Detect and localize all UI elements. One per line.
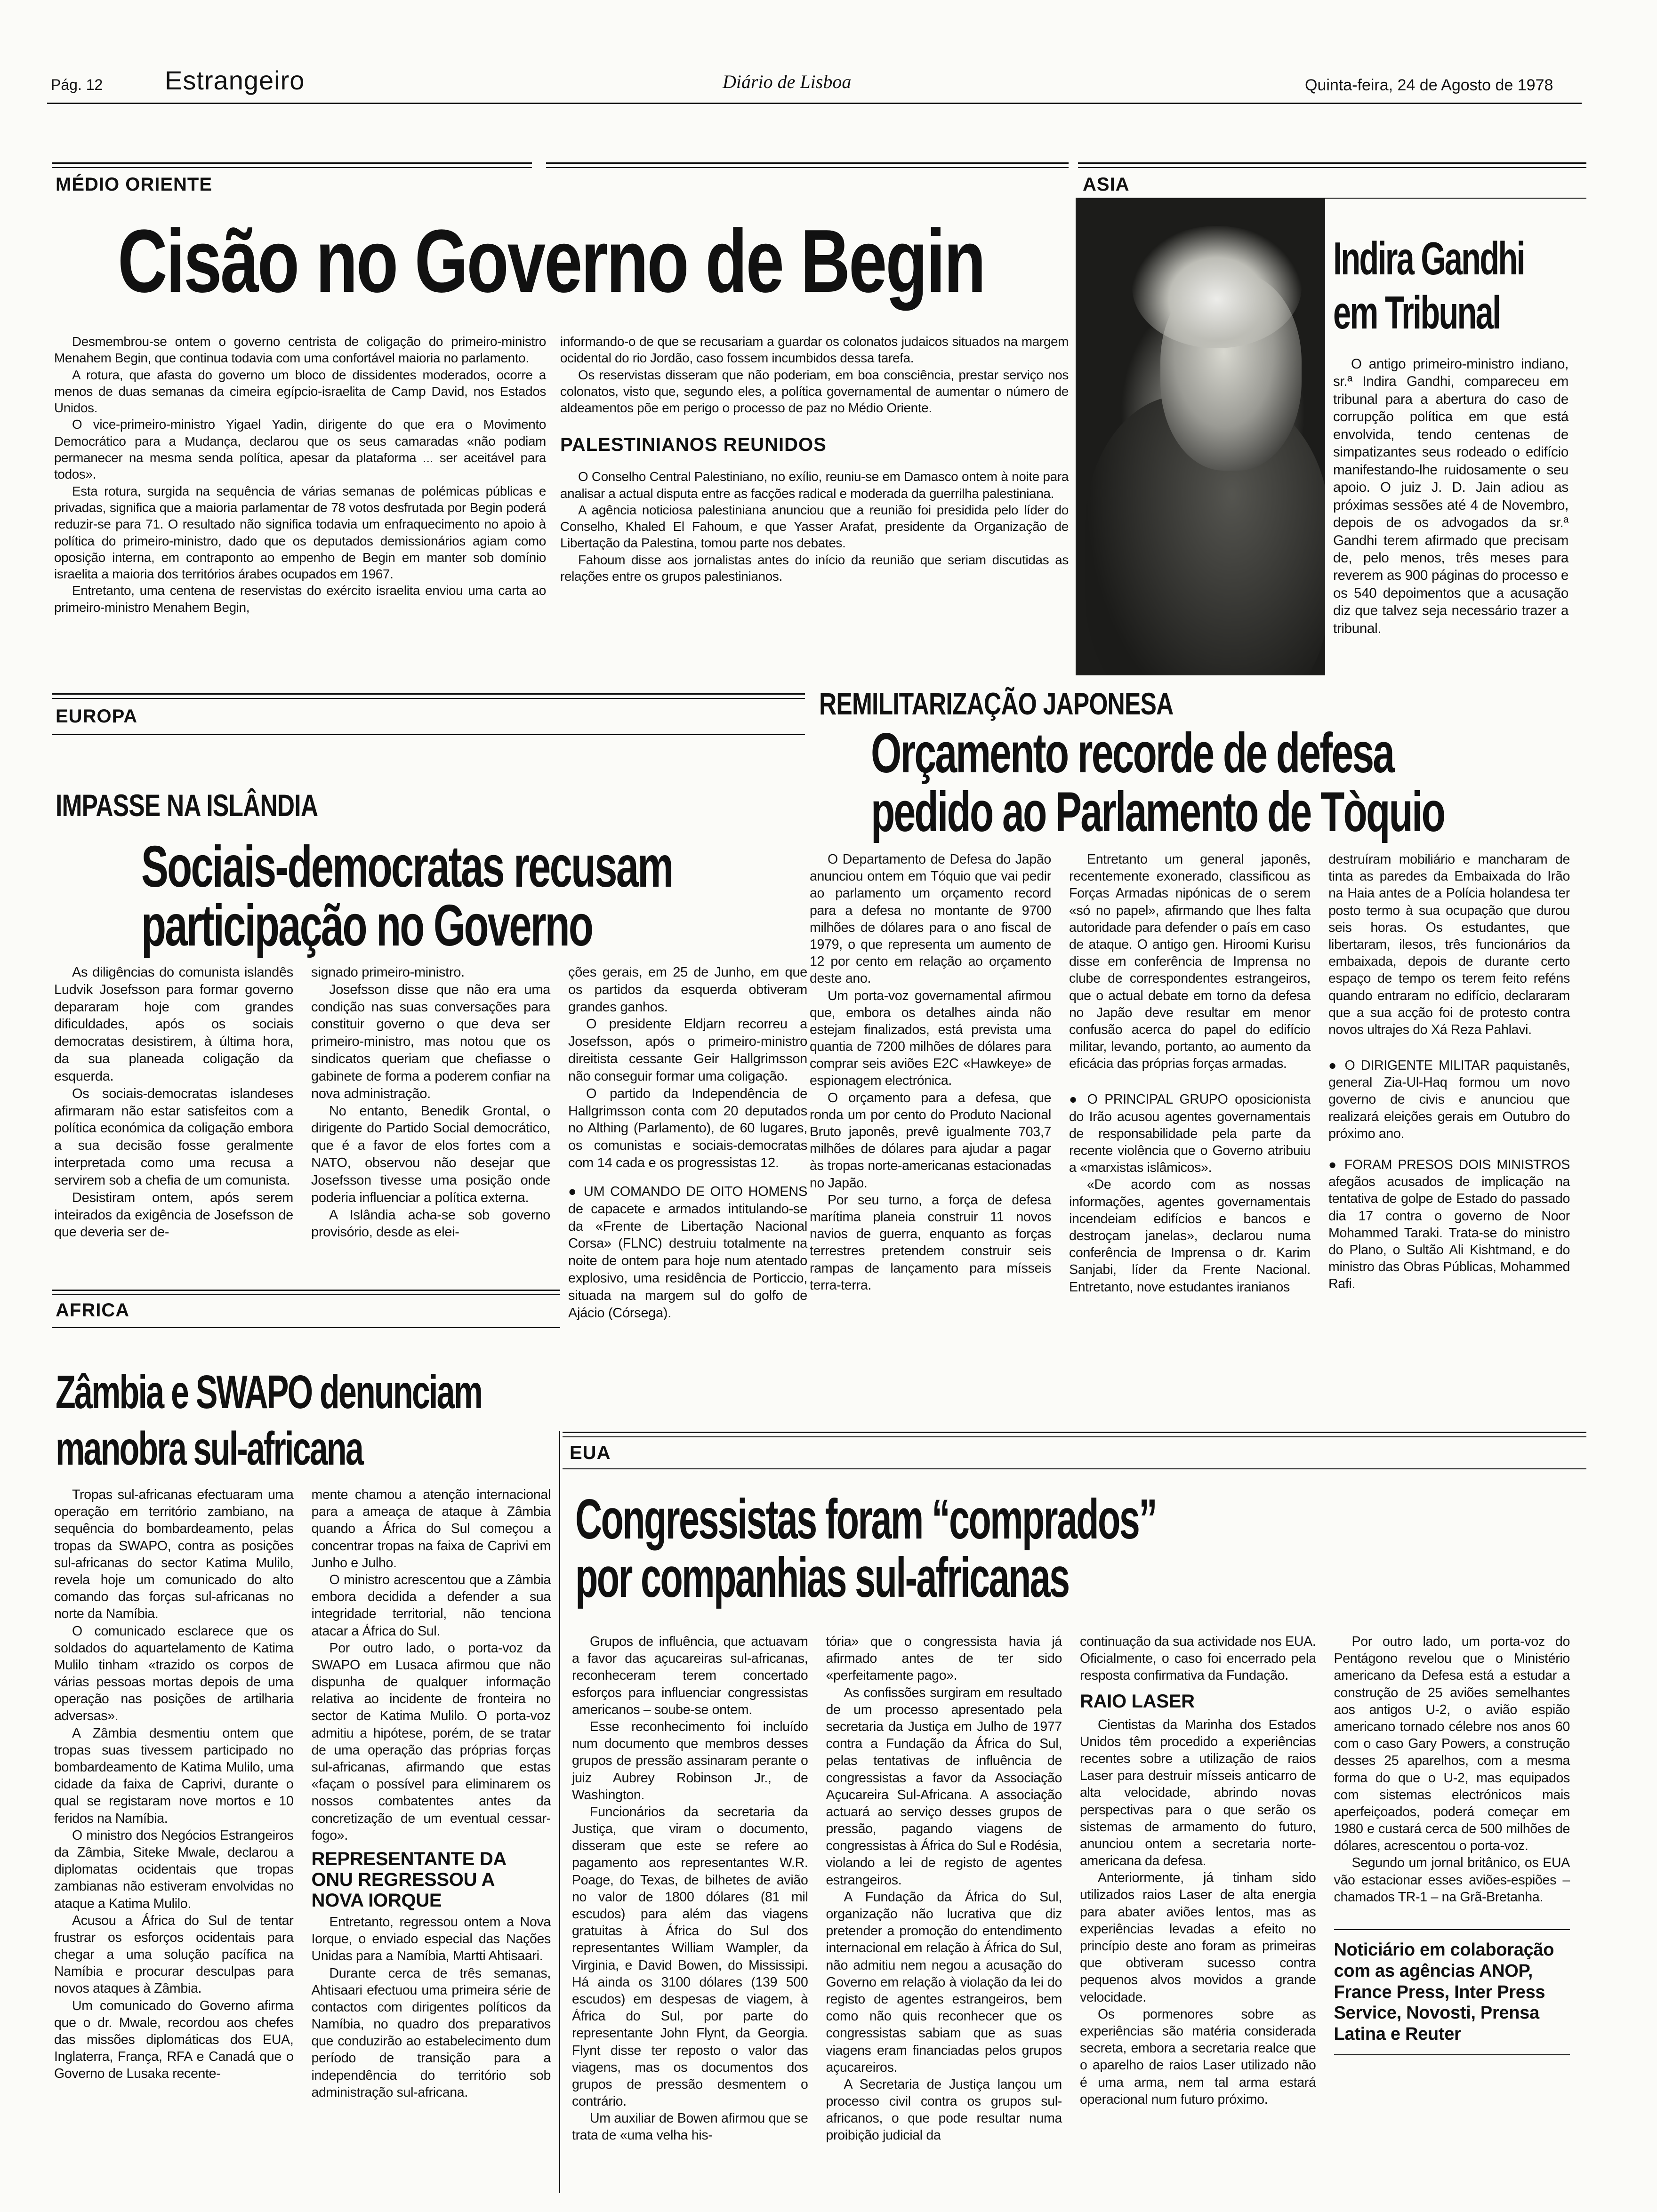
section-label-asia: ASIA bbox=[1083, 174, 1130, 195]
section-label-eua: EUA bbox=[570, 1443, 611, 1463]
article-islandia-col3 bbox=[568, 964, 807, 1322]
headline-eua-2: por companhias sul-africanas bbox=[575, 1546, 1069, 1609]
paragraph: Durante cerca de três semanas, Ahtisaari efectuou uma primeira série de contactos com dirigentes políticos da Namíbia, no quadro dos preparativos que conduzirão ao estabelecimento dum período de transição para a independência do território sob administração sul-africana. bbox=[311, 1965, 551, 2100]
section-label-europa: EUROPA bbox=[56, 706, 138, 727]
paragraph: O ministro dos Negócios Estrangeiros da Zâmbia, Siteke Mwale, declarou a diplomatas ocidentais que tropas zambianas não estiveram envolvidas no ataque a Katima Mulilo. bbox=[54, 1827, 294, 1911]
brief-irao: ● O PRINCIPAL GRUPO oposicionista do Irão acusou agentes governamentais de responsabilidade pela parte da recente violência que o Governo atribuiu a «marxistas islâmicos». bbox=[1069, 1092, 1311, 1176]
paragraph: Fahoum disse aos jornalistas antes do início da reunião que seriam discutidas as relações entre os grupos palestinianos. bbox=[560, 552, 1069, 584]
paragraph: Entretanto, regressou ontem a Nova Iorque, o enviado especial das Nações Unidas para a Namíbia, Martti Ahtisaari. bbox=[311, 1914, 551, 1964]
headline-japao-1: Orçamento recorde de defesa bbox=[871, 721, 1394, 785]
asia-rule bbox=[1078, 198, 1586, 199]
paragraph: Entretanto, uma centena de reservistas do exército israelita enviou uma carta ao primeiro-ministro Menahem Begin, bbox=[54, 583, 546, 615]
article-zambia bbox=[54, 1486, 551, 2101]
kicker-islandia: IMPASSE NA ISLÂNDIA bbox=[56, 788, 318, 823]
subheading-raio-laser: RAIO LASER bbox=[1080, 1691, 1195, 1712]
paragraph: mente chamou a atenção internacional para a ameaça de ataque à Zâmbia quando a África do Sul começou a concentrar tropas na faixa de Caprivi em Junho e Julho. bbox=[311, 1487, 551, 1571]
headline-indira-2: em Tribunal bbox=[1333, 287, 1500, 338]
headline-begin: Cisão no Governo de Begin bbox=[118, 211, 985, 311]
photo-indira-gandhi bbox=[1076, 198, 1325, 675]
article-japao-col1 bbox=[810, 851, 1051, 1296]
paragraph: Os pormenores sobre as experiências são matéria considerada secreta, embora a secretaria realce que o aparelho de raios Laser utilizado não é uma arma, nem tal arma estará operacional num futuro próximo. bbox=[1080, 2006, 1316, 2107]
paragraph: O antigo primeiro-ministro indiano, sr.ª Indira Gandhi, compareceu em tribunal para a abertura do caso de corrupção política em que está envolvida, tendo centenas de simpatizantes seus rodeado o edifício manifestando-lhe ruidosamente o seu apoio. O juiz J. D. Jain adiou as próximas sessões até 4 de Novembro, depois de os advogados da sr.ª Gandhi terem afirmado que precisam de, pelo menos, três meses para reverem as 900 páginas do processo e os 540 depoimentos que a acusação diz que talvez seja necessário trazer a tribunal. bbox=[1333, 356, 1569, 636]
article-eua-col2 bbox=[826, 1633, 1062, 2144]
paragraph: Desmembrou-se ontem o governo centrista de coligação do primeiro-ministro Menahem Begin, que continua todavia com uma confortável maioria no parlamento. bbox=[54, 334, 546, 366]
agencias-credit: Noticiário em colaboração com as agências ANOP, France Press, Inter Press Service, Novosti, Prensa Latina e Reuter bbox=[1334, 1940, 1554, 2044]
paragraph: O ministro acrescentou que a Zâmbia embora decidida a defender a sua integridade territorial, não tenciona atacar a África do Sul. bbox=[311, 1572, 551, 1639]
section-label-medio-oriente: MÉDIO ORIENTE bbox=[56, 174, 213, 195]
africa-rule bbox=[52, 1327, 560, 1328]
article-eua bbox=[572, 1633, 1570, 2144]
paragraph: Um comunicado do Governo afirma que o dr. Mwale, recordou aos chefes das missões diplomáticas dos EUA, Inglaterra, França, RFA e Canadá que o Governo de Lusaka recente- bbox=[54, 1998, 294, 2082]
article-japao bbox=[810, 851, 1570, 1296]
article-eua-col4 bbox=[1334, 1633, 1570, 2144]
paragraph: Esse reconhecimento foi incluído num documento que membros desses grupos de pressão assinaram perante o juiz Aubrey Robinson Jr., de Washington. bbox=[572, 1719, 808, 1803]
headline-zambia-2: manobra sul-africana bbox=[56, 1422, 363, 1475]
paragraph: destruíram mobiliário e mancharam de tinta as paredes da Embaixada do Irão na Haia antes de a Polícia holandesa ter posto termo à sua ocupação que durou seis horas. Os estudantes, que libertaram, ilesos, três funcionários da embaixada, depois de durante certo espaço de tempo os terem feito reféns quando entraram no edifício, declararam que a sua acção foi de protesto contra novos ultrajes do Xá Reza Pahlavi. bbox=[1328, 852, 1570, 1037]
paragraph: Cientistas da Marinha dos Estados Unidos têm procedido a experiências recentes sobre a utilização de raios Laser para destruir mísseis anticarro de alta velocidade, abrindo novas perspectivas para o que serão os sistemas de armamento do futuro, anunciou ontem a secretaria norte-americana da defesa. bbox=[1080, 1717, 1316, 1869]
spacer bbox=[1328, 1038, 1570, 1057]
paragraph: Por outro lado, um porta-voz do Pentágono revelou que o Ministério americano da Defesa está a estudar a construção de 25 aviões semelhantes aos antigos U-2, o avião espião americano tornado célebre nos anos 60 com o caso Gary Powers, a construção desses 25 aparelhos, com a mesma forma do que o U-2, mas equipados com sistemas electrónicos mais aperfeiçoados, poderá começar em 1980 e custará cerca de 500 milhões de dólares, acrescentou o porta-voz. bbox=[1334, 1634, 1570, 1854]
paragraph: informando-o de que se recusariam a guardar os colonatos judaicos situados na margem ocidental do rio Jordão, caso fossem incumbidos dessa tarefa. bbox=[560, 334, 1069, 366]
article-zambia-col2 bbox=[312, 1486, 551, 2101]
masthead-rule bbox=[47, 103, 1582, 104]
article-eua-col1 bbox=[572, 1633, 808, 2144]
paragraph: O partido da Independência de Hallgrimsson conta com 20 deputados no Althing (Parlamento), de 60 lugares, os comunistas e sociais-democratas com 14 cada e os progressistas 12. bbox=[568, 1086, 807, 1171]
spacer bbox=[1069, 1072, 1311, 1091]
headline-japao-2: pedido ao Parlamento de Tòquio bbox=[871, 780, 1445, 843]
paragraph: Segundo um jornal britânico, os EUA vão estacionar esses aviões-espiões – chamados TR-1 – na Grã-Bretanha. bbox=[1334, 1855, 1570, 1905]
spacer bbox=[1328, 1142, 1570, 1156]
article-zambia-col1 bbox=[54, 1486, 294, 2101]
article-begin bbox=[54, 333, 546, 616]
section-label-africa: AFRICA bbox=[56, 1300, 130, 1321]
paragraph: Entretanto um general japonês, recentemente exonerado, classificou as Forças Armadas nipónicas de o serem «só no papel», afirmando que lhes falta autoridade para defender o país em caso de ataque. O antigo gen. Hiroomi Kurisu disse em conferência de Imprensa no clube de correspondentes estrangeiros, que o actual debate em torno da defesa no Japão deve resultar em menor confusão acerca do papel do edifício militar, levando, portanto, ao aumento da eficácia das próprias forças armadas. bbox=[1069, 852, 1311, 1072]
paragraph: No entanto, Benedik Grontal, o dirigente do Partido Social democrático, que é a favor de elos fortes com a NATO, observou não desejar que Josefsson tivesse uma posição onde poderia influenciar a política externa. bbox=[311, 1103, 550, 1205]
agencias-rule-top bbox=[1334, 1929, 1570, 1930]
paragraph: Tropas sul-africanas efectuaram uma operação em território zambiano, na sequência do bombardeamento, pelas tropas da SWAPO, contra as posições sul-africanas do sector Katima Mulilo, revela hoje um comunicado do alto comando das forças sul-africanas no norte da Namíbia. bbox=[54, 1487, 294, 1622]
paragraph: O orçamento para a defesa, que ronda um por cento do Produto Nacional Bruto japonês, prevê igualmente 703,7 milhões de dólares para ajudar a pagar às tropas norte-americanas estacionadas no Japão. bbox=[810, 1090, 1051, 1191]
agencias-rule-bottom bbox=[1334, 2054, 1570, 2055]
spacer bbox=[568, 1172, 807, 1183]
article-indira-text bbox=[1333, 355, 1569, 637]
paragraph: ções gerais, em 25 de Junho, em que os partidos da esquerda obtiveram grandes ganhos. bbox=[568, 965, 807, 1015]
column-divider bbox=[559, 1431, 560, 2193]
paragraph: A rotura, que afasta do governo um bloco de dissidentes moderados, ocorre a menos de duas semanas da cimeira egípcio-israelita de Camp David, nos Estados Unidos. bbox=[54, 367, 546, 416]
newspaper-name: Diário de Lisboa bbox=[723, 71, 852, 92]
article-japao-col2 bbox=[1069, 851, 1311, 1296]
headline-eua-1: Congressistas foram “comprados” bbox=[575, 1488, 1157, 1551]
article-begin-right bbox=[560, 333, 1069, 585]
brief-paquistao: ● O DIRIGENTE MILITAR paquistanês, general Zia-Ul-Haq formou um novo governo de civis e anunciou que realizará eleições gerais em Outubro do próximo ano. bbox=[1328, 1058, 1570, 1141]
brief-corsega: ● UM COMANDO DE OITO HOMENS de capacete e armados intitulando-se da «Frente de Libertação Nacional Corsa» (FLNC) destruiu totalmente na noite de ontem para hoje num atentado explosivo, uma residência de Porticcio, situada na margem sul do golfo de Ajácio (Córsega). bbox=[568, 1184, 807, 1321]
article-begin-col1 bbox=[54, 333, 546, 616]
article-islandia-col2 bbox=[311, 964, 550, 1322]
headline-indira-1: Indira Gandhi bbox=[1333, 232, 1524, 284]
photo-figure-hair bbox=[1132, 226, 1302, 348]
article-begin-col2 bbox=[560, 333, 1069, 585]
article-japao-col3 bbox=[1328, 851, 1570, 1296]
paragraph: A Secretaria de Justiça lançou um processo civil contra os grupos sul-africanos, o que pode resultar numa proibição judicial da bbox=[826, 2076, 1062, 2143]
article-indira bbox=[1333, 355, 1569, 637]
section-rule-medio-oriente bbox=[52, 162, 532, 168]
subheading-palestinianos: PALESTINIANOS REUNIDOS bbox=[560, 434, 827, 456]
section-rule-asia bbox=[1078, 162, 1586, 168]
paragraph: A Zâmbia desmentiu ontem que tropas suas tivessem participado no bombardeamento de Katima Mulilo, uma cidade da faixa de Caprivi, durante o qual se registaram nove mortos e 10 feridos na Namíbia. bbox=[54, 1725, 294, 1826]
article-eua-col3 bbox=[1080, 1633, 1316, 2144]
headline-islandia-1: Sociais-democratas recusam bbox=[141, 834, 673, 899]
paragraph: O comunicado esclarece que os soldados do aquartelamento de Katima Mulilo tinham «trazido os corpos de várias pessoas mortas depois de uma operação nas posições de artilharia adversas». bbox=[54, 1623, 294, 1724]
paragraph: Esta rotura, surgida na sequência de várias semanas de polémicas públicas e privadas, significa que a maioria parlamentar de 78 votos desfrutada por Begin poderá reduzir-se para 71. O resultado não significa todavia um enfraquecimento no apoio à política do primeiro-ministro, dado que os deputados demissionários agiam como oposição interna, em contraponto ao empenho de Begin em manter sob domínio israelita a maioria dos territórios árabes ocupados em 1967. bbox=[54, 483, 546, 582]
paragraph: As confissões surgiram em resultado de um processo apresentado pela secretaria da Justiça em Julho de 1977 contra a Fundação da África do Sul, pelas tentativas de influência de congressistas a favor da Associação Açucareira Sul-Africana. A associação actuará ao serviço desses grupos de pressão, pagando viagens de congressistas à África do Sul e Rodésia, violando a lei de registo de agentes estrangeiros. bbox=[826, 1685, 1062, 1888]
issue-date: Quinta-feira, 24 de Agosto de 1978 bbox=[1305, 76, 1553, 94]
paragraph: O Conselho Central Palestiniano, no exílio, reuniu-se em Damasco ontem à noite para analisar a actual disputa entre as facções radical e moderada da guerrilha palestiniana. bbox=[560, 469, 1069, 501]
paragraph: Funcionários da secretaria da Justiça, que viram o documento, disseram que este se refere ao pagamento aos representantes W.R. Poage, do Texas, de bilhetes de avião no valor de 1800 dólares (81 mil escudos) para além das viagens gratuitas à África do Sul dos representantes William Wampler, da Virginia, e David Bowen, do Mississipi. Há ainda os 3100 dólares (139 500 escudos) em despesas de viagem, à África do Sul, por parte do representante John Flynt, da Georgia. Flynt disse ter reposto o valor das viagens, mas os documentos dos grupos de pressão desmentem o contrário. bbox=[572, 1804, 808, 2109]
eua-rule bbox=[563, 1468, 1586, 1469]
europa-rule bbox=[52, 734, 805, 735]
paragraph: Josefsson disse que não era uma condição nas suas conversações para constituir governo o que deva ser primeiro-ministro, mas notou que os sindicatos queriam que chefiasse o gabinete de forma a poderem confiar na nova administração. bbox=[311, 982, 550, 1101]
paragraph: Desistiram ontem, após serem inteirados da exigência de Josefsson de que deveria ser de- bbox=[54, 1190, 293, 1240]
article-islandia bbox=[54, 964, 807, 1322]
paragraph: continuação da sua actividade nos EUA. Oficialmente, o caso foi encerrado pela resposta confirmativa da Fundação. bbox=[1080, 1634, 1316, 1683]
section-rule-africa bbox=[52, 1290, 560, 1295]
article-islandia-col1 bbox=[54, 964, 293, 1322]
paragraph: A Islândia acha-se sob governo provisório, desde as elei- bbox=[311, 1207, 550, 1240]
subheading-onu: REPRESENTANTE DA ONU REGRESSOU A NOVA IORQUE bbox=[311, 1848, 506, 1911]
paragraph: tória» que o congressista havia já afirmado antes de ter sido «perfeitamente pago». bbox=[826, 1634, 1062, 1683]
paragraph: Anteriormente, já tinham sido utilizados raios Laser de alta energia para abater aviões lentos, mas as experiências levadas a efeito no princípio deste ano foram as primeiras que obtiveram sucesso contra pequenos alvos movidos a grande velocidade. bbox=[1080, 1870, 1316, 2005]
paragraph: Por outro lado, o porta-voz da SWAPO em Lusaca afirmou que não dispunha de qualquer informação relativa ao incidente de fronteira no sector de Katima Mulilo. O porta-voz admitiu a hipótese, porém, de se tratar de uma operação das próprias forças sul-africanas, afirmando que estas «façam o possível para eliminarem os nossos combatentes antes da concretização de um eventual cessar-fogo». bbox=[311, 1640, 551, 1843]
paragraph: signado primeiro-ministro. bbox=[311, 965, 465, 980]
section-rule-medio-oriente-2 bbox=[546, 162, 1069, 168]
brief-afeganistao: ● FORAM PRESOS DOIS MINISTROS afegãos acusados de implicação na tentativa de golpe de Estado do passado dia 17 contra o governo de Noor Mohammed Taraki. Trata-se do ministro do Plano, o Sultão Ali Kishtmand, e do ministro das Obras Públicas, Mohammed Rafi. bbox=[1328, 1157, 1570, 1292]
paragraph: A agência noticiosa palestiniana anunciou que a reunião foi presidida pelo líder do Conselho, Khaled El Fahoum, e que Yasser Arafat, presidente da Organização de Libertação da Palestina, tomou parte nos debates. bbox=[560, 502, 1069, 551]
paragraph: Grupos de influência, que actuavam a favor das açucareiras sul-africanas, reconheceram terem concertado esforços para influenciar congressistas americanos – soube-se ontem. bbox=[572, 1634, 808, 1717]
section-rule-europa bbox=[52, 693, 805, 699]
paragraph: «De acordo com as nossas informações, agentes governamentais incendeiam edifícios e bancos e destroçam janelas», declarou numa conferência de Imprensa o dr. Karim Sanjabi, líder da Frente Nacional. Entretanto, nove estudantes iranianos bbox=[1069, 1177, 1311, 1295]
headline-zambia-1: Zâmbia e SWAPO denunciam bbox=[56, 1366, 482, 1419]
paragraph: O presidente Eldjarn recorreu a Josefsson, após o primeiro-ministro direitista cessante Geir Hallgrimsson não conseguir formar uma coligação. bbox=[568, 1017, 807, 1084]
paragraph: Por seu turno, a força de defesa marítima planeia construir 11 novos navios de guerra, enquanto as forças terrestres pretendem construir seis rampas de lançamento para mísseis terra-terra. bbox=[810, 1192, 1051, 1293]
paragraph: Os reservistas disseram que não poderiam, em boa consciência, prestar serviço nos colonatos, visto que, segundo eles, a política governamental de aumentar o número de aldeamentos põe em perigo o processo de paz no Médio Oriente. bbox=[560, 367, 1069, 416]
paragraph: A Fundação da África do Sul, organização não lucrativa que diz pretender a promoção do entendimento internacional em relação à África do Sul, não admitiu nem negou a acusação do Governo em relação à violação da lei do registo de agentes estrangeiros, bem como não quis reconhecer que os congressistas sabiam que as suas viagens eram financiadas pelos grupos açucareiros. bbox=[826, 1889, 1062, 2075]
kicker-japao: REMILITARIZAÇÃO JAPONESA bbox=[819, 686, 1174, 721]
paragraph: Um porta-voz governamental afirmou que, embora os detalhes ainda não estejam finalizados, está prevista uma quantia de 7200 milhões de dólares para comprar seis aviões E2C «Hawkeye» de espionagem electrónica. bbox=[810, 988, 1051, 1089]
paragraph: Um auxiliar de Bowen afirmou que se trata de «uma velha his- bbox=[572, 2111, 808, 2143]
paragraph: Os sociais-democratas islandeses afirmaram não estar satisfeitos com a política económica da coligação embora a sua decisão fosse geralmente interpretada como uma recusa a servirem sob a chefia de um comunista. bbox=[54, 1086, 293, 1188]
paragraph: Acusou a África do Sul de tentar frustrar os esforços ocidentais para chegar a uma solução pacífica na Namíbia e procurar desculpas para novos ataques à Zâmbia. bbox=[54, 1913, 294, 1996]
paragraph: As diligências do comunista islandês Ludvik Josefsson para formar governo depararam hoje com grandes dificuldades, após os sociais democratas desistirem, à última hora, da sua planeada coligação da esquerda. bbox=[54, 965, 293, 1084]
paragraph: O vice-primeiro-ministro Yigael Yadin, dirigente do que era o Movimento Democrático para a Mudança, declarou que os seus camaradas «não podiam permanecer na mesma senda política, apesar da plataforma ... ser aceitável para todos». bbox=[54, 417, 546, 482]
section-rule-eua bbox=[563, 1432, 1586, 1437]
paragraph: O Departamento de Defesa do Japão anunciou ontem em Tóquio que vai pedir ao parlamento um orçamento record para a defesa no montante de 9700 milhões de dólares para o ano fiscal de 1979, o que representa um aumento de 12 por cento em relação ao orçamento deste ano. bbox=[810, 852, 1051, 986]
page-number: Pág. 12 bbox=[51, 76, 103, 93]
headline-islandia-2: participação no Governo bbox=[141, 893, 593, 958]
section-name: Estrangeiro bbox=[165, 65, 305, 95]
